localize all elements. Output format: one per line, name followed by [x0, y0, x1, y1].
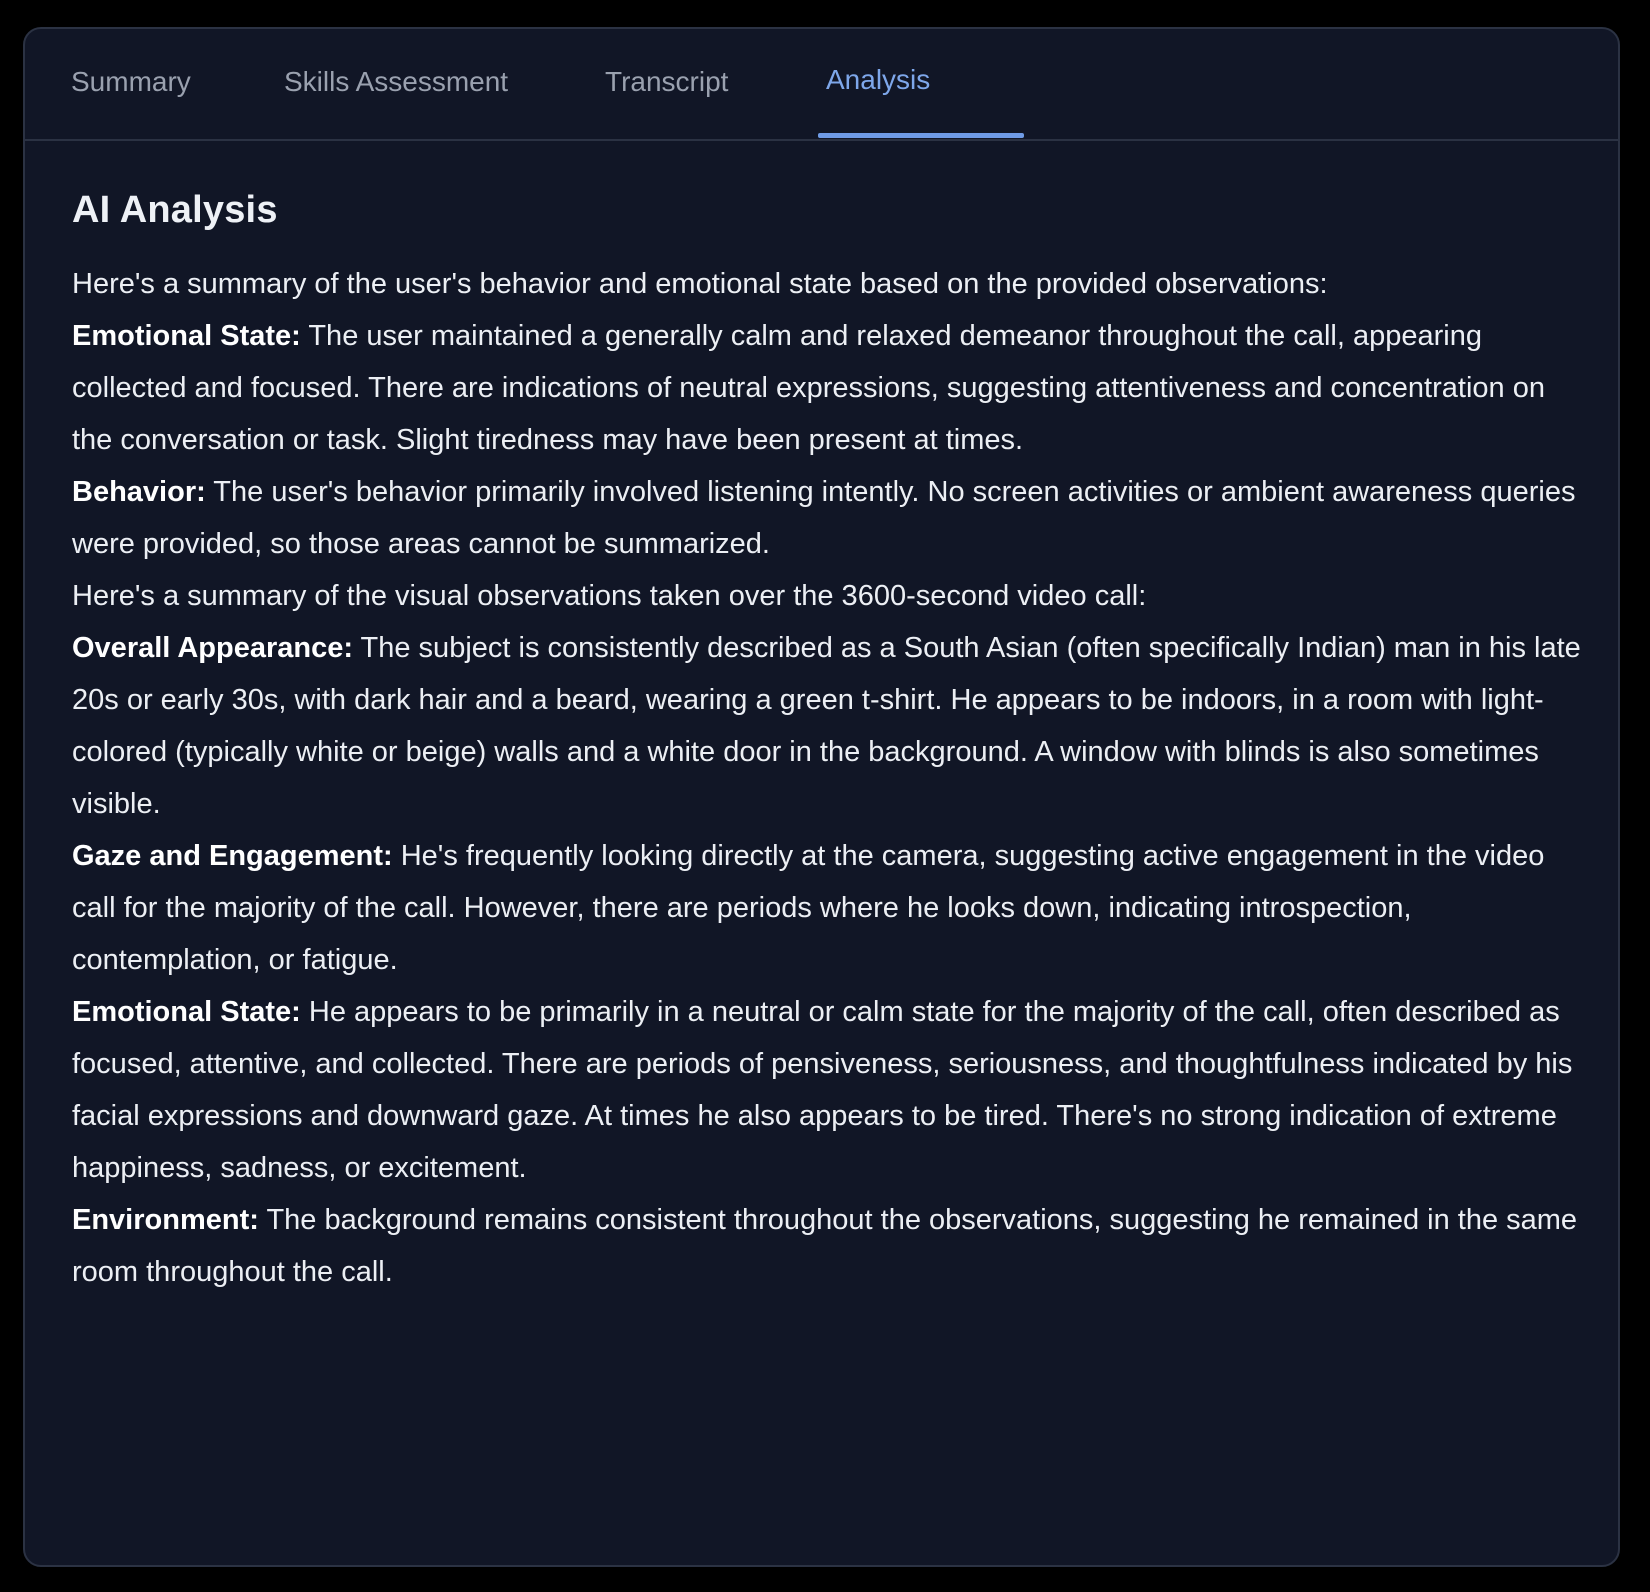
tab-bar — [25, 29, 1618, 141]
emotional-state-paragraph — [72, 310, 1582, 466]
analysis-content — [72, 189, 1582, 1298]
active-tab-indicator — [818, 133, 1024, 138]
analysis-card — [23, 27, 1620, 1567]
overall-appearance-paragraph — [72, 622, 1582, 830]
emotional-state-label: Emotional State: — [72, 320, 301, 352]
intro-summary-text: Here's a summary of the user's behavior and emotional state based on the provided observations: — [72, 268, 1328, 300]
environment-paragraph — [72, 1194, 1582, 1298]
behavior-paragraph — [72, 466, 1582, 570]
behavior-text: The user's behavior primarily involved listening intently. No screen activities or ambient awareness queries were provided, so those areas cannot be summarized. — [72, 476, 1576, 560]
tab-analysis[interactable]: Analysis — [826, 64, 931, 95]
tab-summary[interactable]: Summary — [71, 66, 191, 97]
visual-emotional-state-label: Emotional State: — [72, 996, 301, 1028]
visual-emotional-state-paragraph — [72, 986, 1582, 1194]
tab-skills-assessment[interactable]: Skills Assessment — [284, 66, 509, 97]
overall-appearance-text: The subject is consistently described as a South Asian (often specifically Indian) man in his late 20s or early 30s, with dark hair and a beard, wearing a green t-shirt. He appears to be indoors, in a room with light-colored (typically white or beige) walls and a white door in the background. A window with blinds is also sometimes visible. — [72, 632, 1581, 820]
analysis-title: AI Analysis — [72, 189, 278, 231]
gaze-engagement-label: Gaze and Engagement: — [72, 840, 393, 872]
overall-appearance-label: Overall Appearance: — [72, 632, 353, 664]
gaze-engagement-paragraph — [72, 830, 1582, 986]
visual-observations-intro: Here's a summary of the visual observations taken over the 3600-second video call: — [72, 580, 1147, 612]
environment-text: The background remains consistent throughout the observations, suggesting he remained in the same room throughout the call. — [72, 1204, 1578, 1288]
gaze-engagement-text: He's frequently looking directly at the camera, suggesting active engagement in the video call for the majority of the call. However, there are periods where he looks down, indicating introspection, contemplation, or fatigue. — [72, 840, 1545, 976]
environment-label: Environment: — [72, 1204, 259, 1236]
behavior-label: Behavior: — [72, 476, 206, 508]
visual-emotional-state-text: He appears to be primarily in a neutral or calm state for the majority of the call, often described as focused, attentive, and collected. There are periods of pensiveness, seriousness, and thoughtfulness indicated by his facial expressions and downward gaze. At times he also appears to be tired. There's no strong indication of extreme happiness, sadness, or excitement. — [72, 996, 1573, 1184]
emotional-state-text: The user maintained a generally calm and relaxed demeanor throughout the call, appearing collected and focused. There are indications of neutral expressions, suggesting attentiveness and concentration on the conversation or task. Slight tiredness may have been present at times. — [72, 320, 1545, 456]
tab-transcript[interactable]: Transcript — [605, 66, 729, 97]
